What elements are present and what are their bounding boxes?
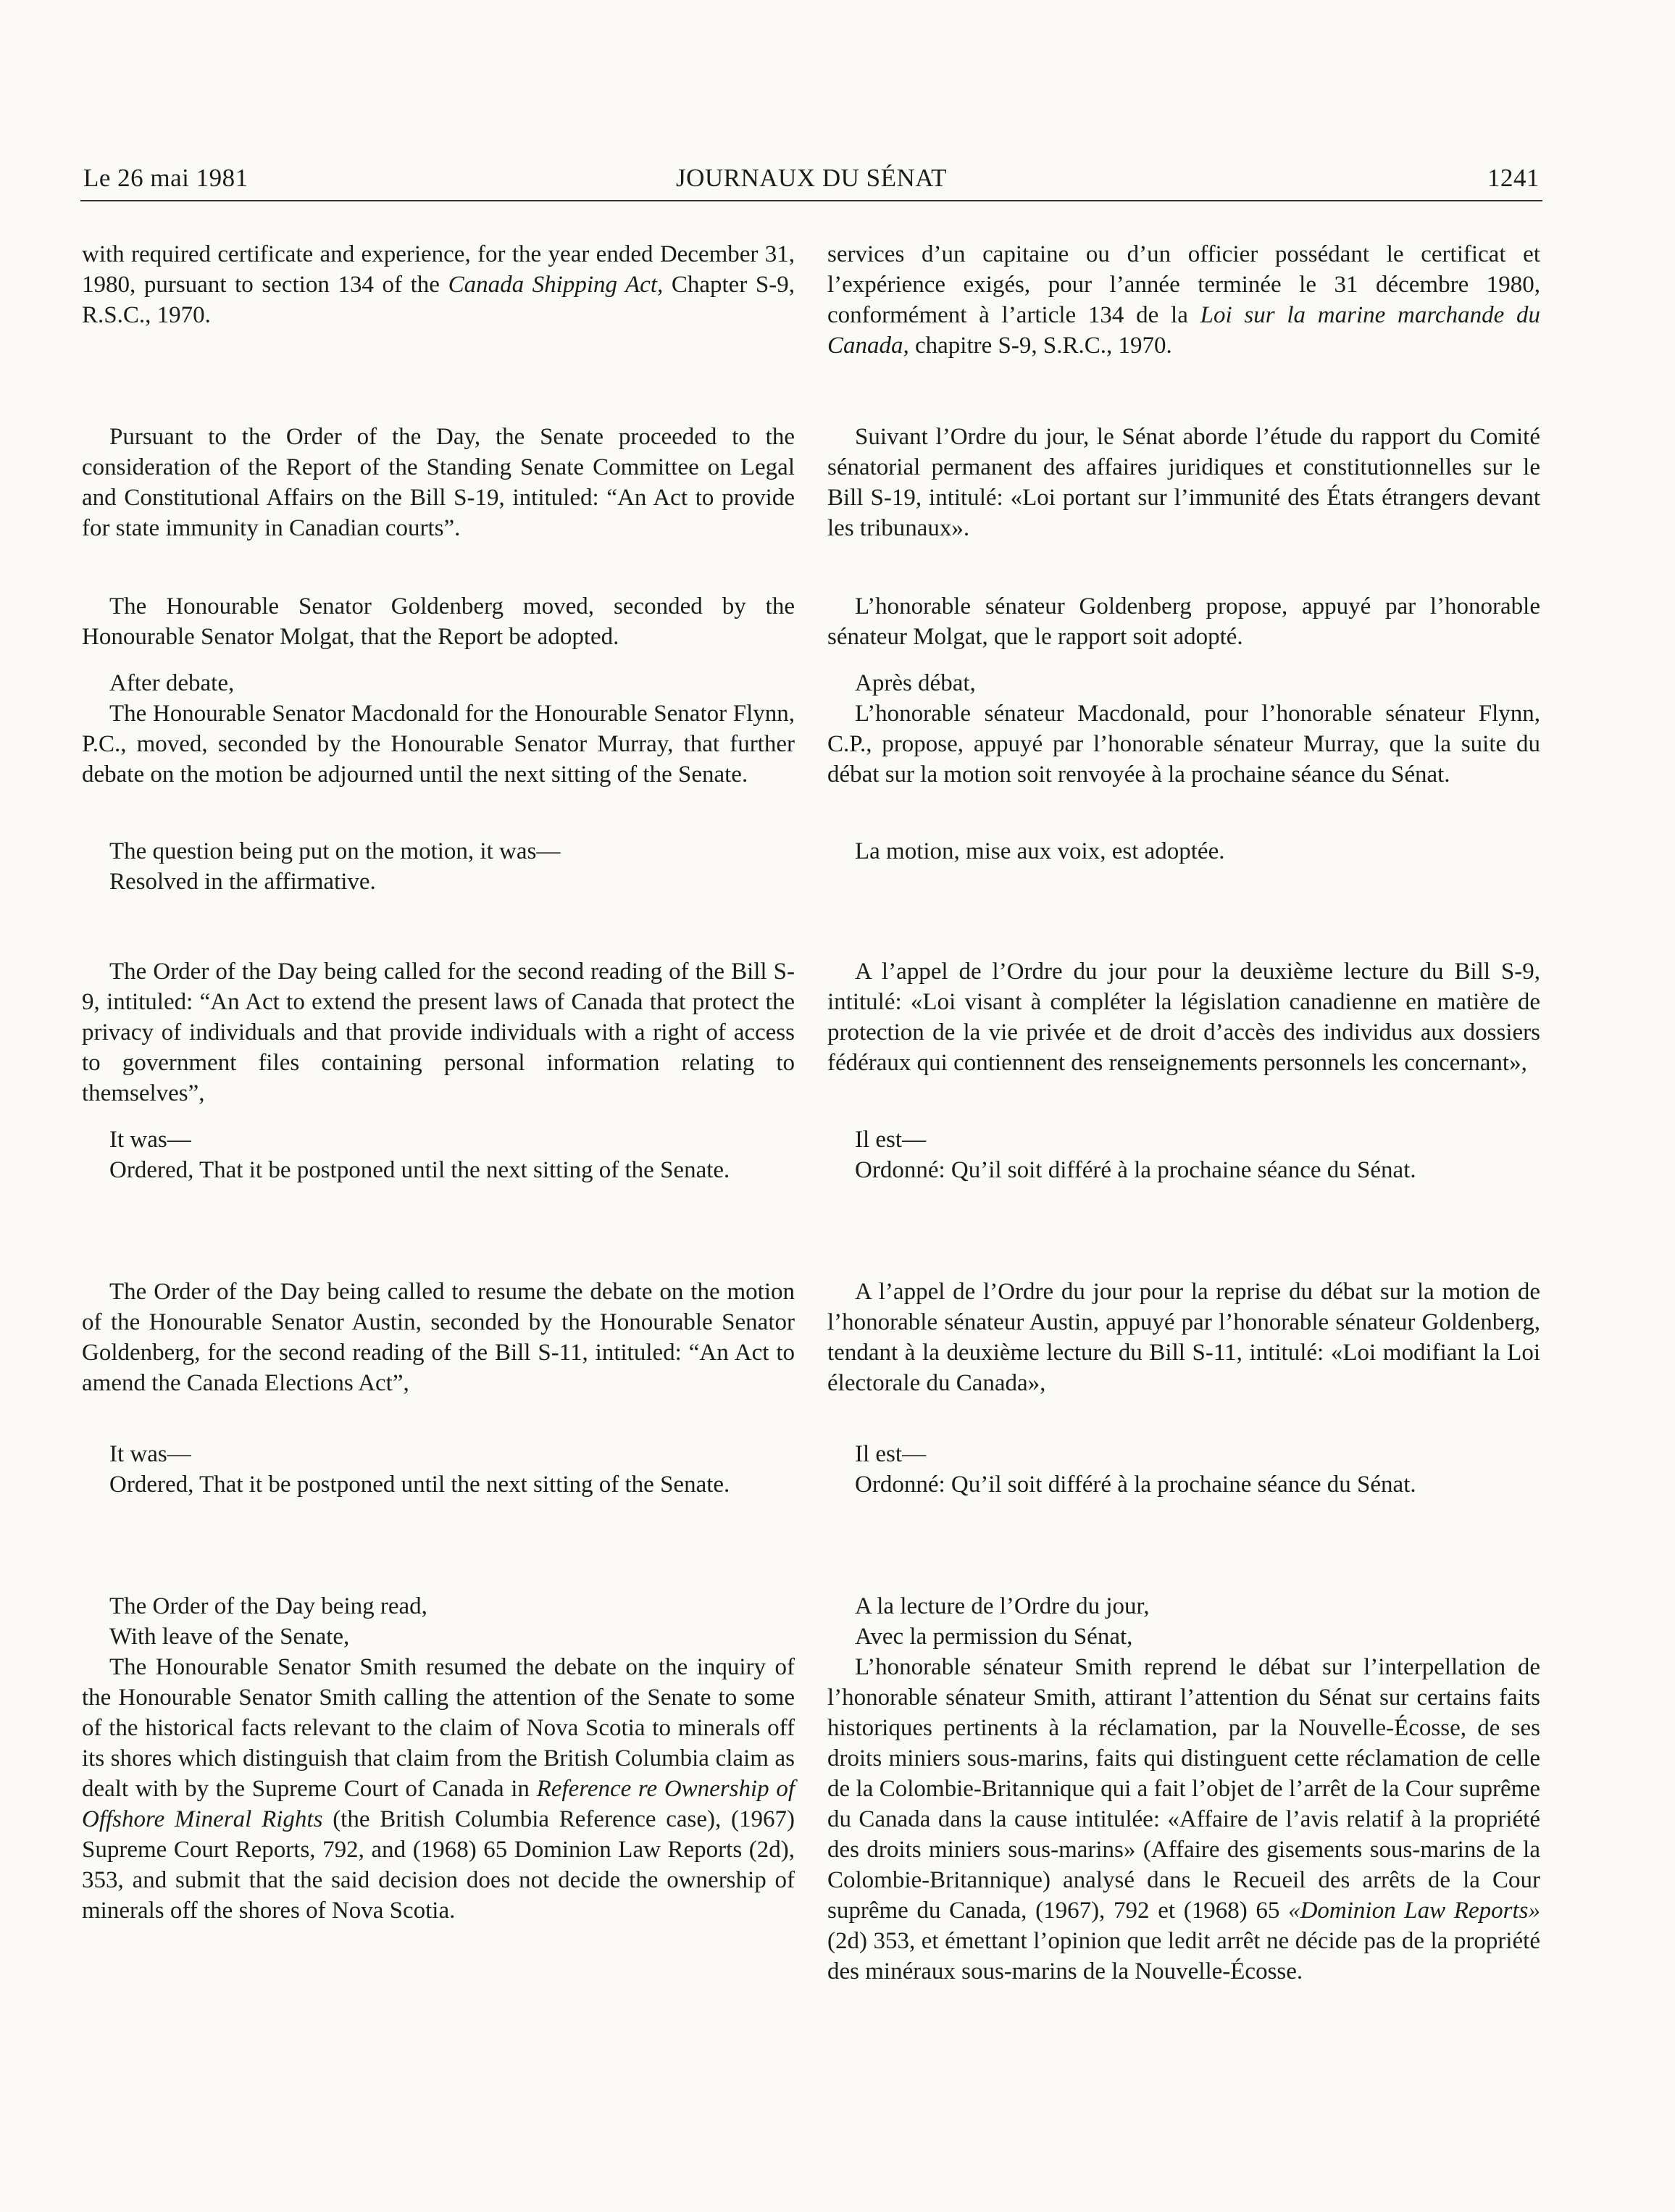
fr-para-4: Après débat, L’honorable sénateur Macdonald, pour l’honorable sénateur Flynn, C.P., propose, appuyé par l’honorable sénateur Murray, que la suite du débat sur la motion soit renvoyée à la prochaine séance du Sénat.: [827, 670, 1540, 788]
fr-para-7: Il est— Ordonné: Qu’il soit différé à la prochaine séance du Sénat.: [855, 1127, 1416, 1183]
page-date: Le 26 mai 1981: [83, 164, 248, 192]
fr-para-10: A la lecture de l’Ordre du jour, Avec la permission du Sénat, L’honorable sénateur Smith reprend le débat sur l’interpellation de l’honorable sénateur Smith, attirant l’attention du Sénat sur certains faits historiques pertinents à la réclamation, par la Nouvelle-Écosse, de ses droits miniers sous-marins, faits qui distinguent cette réclamation de celle de la Colombie-Britannique qui a fait l’objet de l’arrêt de la Cour suprême du Canada dans la cause intitulée: «Affaire de l’avis relatif à la propriété des droits miniers sous-marins» (Affaire des gisements sous-marins de la Colombie-Britannique) analysé dans le Recueil des arrêts de la Cour suprême du Canada, (1967), 792 et (1968) 65 «Dominion Law Reports» (2d) 353, et émettant l’opinion que ledit arrêt ne décide pas de la propriété des minéraux sous-marins de la Nouvelle-Écosse.: [827, 1593, 1540, 1984]
en-para-7: It was— Ordered, That it be postponed until the next sitting of the Senate.: [109, 1127, 730, 1183]
fr-para-2: Suivant l’Ordre du jour, le Sénat aborde l’étude du rapport du Comité sénatorial permanent des affaires juridiques et constitutionnelles sur le Bill S-19, intitulé: «Loi portant sur l’immunité des États étrangers devant les tribunaux».: [827, 424, 1540, 541]
fr-para-6: A l’appel de l’Ordre du jour pour la deuxième lecture du Bill S-9, intitulé: «Loi visant à compléter la législation canadienne en matière de protection de la vie privée et de droit d’accès des individus aux dossiers fédéraux qui contiennent des renseignements personnels les concernant»,: [827, 959, 1540, 1076]
fr-para-9: Il est— Ordonné: Qu’il soit différé à la prochaine séance du Sénat.: [855, 1441, 1416, 1498]
page-number: 1241: [1487, 164, 1540, 192]
en-para-6: The Order of the Day being called for the second reading of the Bill S-9, intituled: “An Act to extend the present laws of Canada that protect the privacy of individuals and that provide individuals with a right of access to government files containing personal information relating to themselves”,: [82, 959, 795, 1106]
fr-para-1: services d’un capitaine ou d’un officier possédant le certificat et l’expérience exigés, pour l’année terminée le 31 décembre 1980, conformément à l’article 134 de la Loi sur la marine marchande du Canada, chapitre S-9, S.R.C., 1970.: [827, 241, 1540, 359]
en-para-10: The Order of the Day being read, With leave of the Senate, The Honourable Senator Smith resumed the debate on the inquiry of the Honourable Senator Smith calling the attention of the Senate to some of the historical facts relevant to the claim of Nova Scotia to minerals off its shores which distinguish that claim from the British Columbia claim as dealt with by the Supreme Court of Canada in Reference re Ownership of Offshore Mineral Rights (the British Columbia Reference case), (1967) Supreme Court Reports, 792, and (1968) 65 Dominion Law Reports (2d), 353, and submit that the said decision does not decide the ownership of minerals off the shores of Nova Scotia.: [82, 1593, 795, 1924]
fr-para-5: La motion, mise aux voix, est adoptée.: [855, 838, 1225, 864]
en-para-9: It was— Ordered, That it be postponed until the next sitting of the Senate.: [109, 1441, 730, 1498]
en-para-3: The Honourable Senator Goldenberg moved, seconded by the Honourable Senator Molgat, that the Report be adopted.: [82, 593, 795, 650]
fr-para-3: L’honorable sénateur Goldenberg propose, appuyé par l’honorable sénateur Molgat, que le rapport soit adopté.: [827, 593, 1540, 650]
en-para-4: After debate, The Honourable Senator Macdonald for the Honourable Senator Flynn, P.C., moved, seconded by the Honourable Senator Murray, that further debate on the motion be adjourned until the next sitting of the Senate.: [82, 670, 795, 788]
en-para-8: The Order of the Day being called to resume the debate on the motion of the Honourable Senator Austin, seconded by the Honourable Senator Goldenberg, for the second reading of the Bill S-11, intituled: “An Act to amend the Canada Elections Act”,: [82, 1279, 795, 1396]
en-para-2: Pursuant to the Order of the Day, the Senate proceeded to the consideration of the Report of the Standing Senate Committee on Legal and Constitutional Affairs on the Bill S-19, intituled: “An Act to provide for state immunity in Canadian courts”.: [82, 424, 795, 541]
header-rule: [80, 200, 1542, 201]
page-header: [83, 164, 1540, 200]
en-para-1: with required certificate and experience, for the year ended December 31, 1980, pursuant to section 134 of the Canada Shipping Act, Chapter S-9, R.S.C., 1970.: [82, 241, 795, 328]
journal-title: JOURNAUX DU SÉNAT: [675, 164, 948, 192]
fr-para-8: A l’appel de l’Ordre du jour pour la reprise du débat sur la motion de l’honorable sénateur Austin, appuyé par l’honorable sénateur Goldenberg, tendant à la deuxième lecture du Bill S-11, intitulé: «Loi modifiant la Loi électorale du Canada»,: [827, 1279, 1540, 1396]
en-para-5: The question being put on the motion, it was— Resolved in the affirmative.: [109, 838, 561, 895]
